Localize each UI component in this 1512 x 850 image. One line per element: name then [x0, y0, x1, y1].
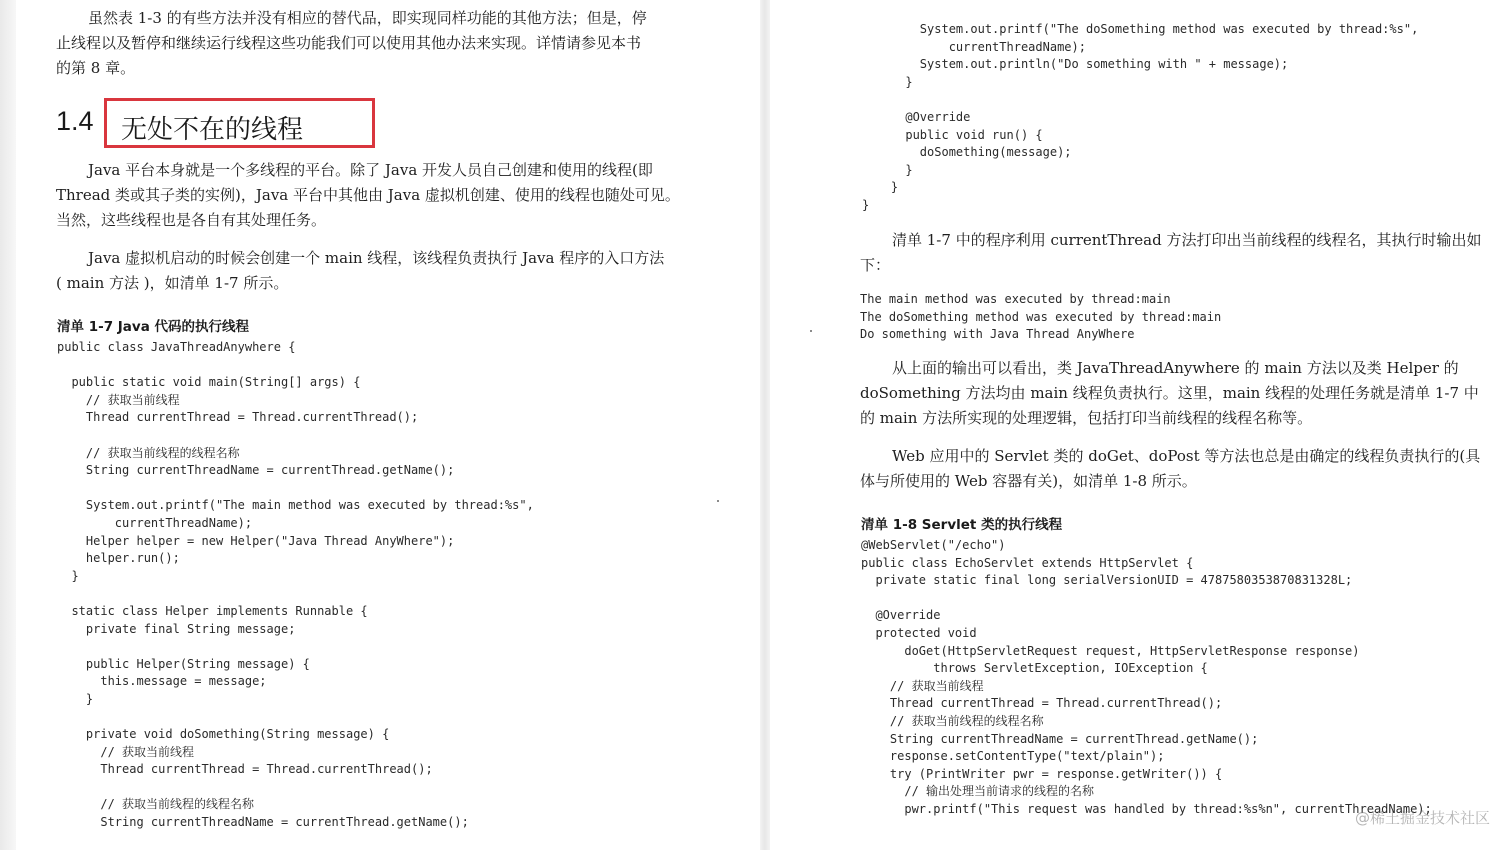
intro-paragraph-line-2: 止线程以及暂停和继续运行线程这些功能我们可以使用其他办法来实现。详情请参见本书 — [56, 34, 642, 52]
listing-1-7-code: public class JavaThreadAnywhere { public static void main(String[] args) { // 获取当前线程 Thread currentThread = Thread.currentThread(); // 获取当前线程的线程名称 String currentThreadName = currentThread.getName(); System.out.printf("The main method was executed by thread:%s", currentThreadName); Helper helper = new Helper("Java Thread AnyWhere"); helper.run(); } static class Helper implements Runnable { private final String message; public Helper(String message) { this.message = message; } private void doSomething(String message) { // 获取当前线程 Thread currentThread = Thread.currentThread(); // 获取当前线程的线程名称 String currentThreadName = currentThread.getName(); — [57, 340, 534, 830]
section-title: 无处不在的线程 — [121, 115, 304, 145]
output-explain-paragraph-line-3: 的 main 方法所实现的处理逻辑，包括打印当前线程的线程名称等。 — [860, 409, 1313, 427]
page-edge-shadow — [0, 0, 16, 850]
output-explain-paragraph-line-1: 从上面的输出可以看出，类 JavaThreadAnywhere 的 main 方法以及类 Helper 的 — [892, 359, 1459, 377]
output-explain-paragraph-line-2: doSomething 方法均由 main 线程负责执行。这里，main 线程的处理任务就是清单 1-7 中 — [860, 384, 1479, 402]
right-page — [770, 0, 1512, 850]
main-thread-paragraph-line-2: ( main 方法 )，如清单 1-7 所示。 — [56, 274, 289, 292]
main-thread-paragraph-line-1: Java 虚拟机启动的时候会创建一个 main 线程，该线程负责执行 Java 程序的入口方法 — [88, 249, 665, 267]
listing-1-8-code: @WebServlet("/echo") public class EchoServlet extends HttpServlet { private static final long serialVersionUID = 4787580353870831328L; @Override protected void doGet(HttpServletRequest request, HttpServletResponse response) throws ServletException, IOException { // 获取当前线程 Thread currentThread = Thread.currentThread(); // 获取当前线程的线程名称 String currentThreadName = currentThread.getName(); response.setContentType("text/plain"); try (PrintWriter pwr = response.getWriter()) { // 输出处理当前请求的线程的名称 pwr.printf("This request was handled by thread:%s%n", currentThreadName); — [861, 538, 1432, 816]
scan-speck — [810, 330, 812, 332]
java-platform-paragraph-line-1: Java 平台本身就是一个多线程的平台。除了 Java 开发人员自己创建和使用的线程(即 — [88, 161, 653, 179]
page-gutter — [760, 0, 770, 850]
listing-explain-paragraph-line-2: 下： — [860, 256, 891, 274]
listing-1-7-code-continued: System.out.printf("The doSomething method was executed by thread:%s", currentThreadName); System.out.println("Do something with " + message); } @Override public void run() { doSomething(message); } } } — [862, 22, 1419, 212]
program-output: The main method was executed by thread:main The doSomething method was executed by thread:main Do something with Java Thread AnyWhere — [860, 292, 1222, 342]
listing-explain-paragraph-line-1: 清单 1-7 中的程序利用 currentThread 方法打印出当前线程的线程名，其执行时输出如 — [892, 231, 1482, 249]
watermark: @稀土掘金技术社区 — [1354, 809, 1490, 827]
java-platform-paragraph-line-2: Thread 类或其子类的实例)，Java 平台中其他由 Java 虚拟机创建、使用的线程也随处可见。 — [56, 186, 680, 204]
servlet-paragraph-line-1: Web 应用中的 Servlet 类的 doGet、doPost 等方法也总是由确定的线程负责执行的(具 — [892, 447, 1481, 465]
servlet-paragraph-line-2: 体与所使用的 Web 容器有关)，如清单 1-8 所示。 — [860, 472, 1197, 490]
intro-paragraph-line-3: 的第 8 章。 — [56, 59, 136, 77]
intro-paragraph-line-1: 虽然表 1-3 的有些方法并没有相应的替代品，即实现同样功能的其他方法；但是，停 — [88, 9, 647, 27]
section-number: 1.4 — [56, 106, 94, 136]
scan-speck — [717, 500, 719, 502]
listing-1-8-title: 清单 1-8 Servlet 类的执行线程 — [861, 517, 1063, 533]
java-platform-paragraph-line-3: 当然，这些线程也是各自有其处理任务。 — [56, 211, 327, 229]
listing-1-7-title: 清单 1-7 Java 代码的执行线程 — [57, 319, 250, 335]
